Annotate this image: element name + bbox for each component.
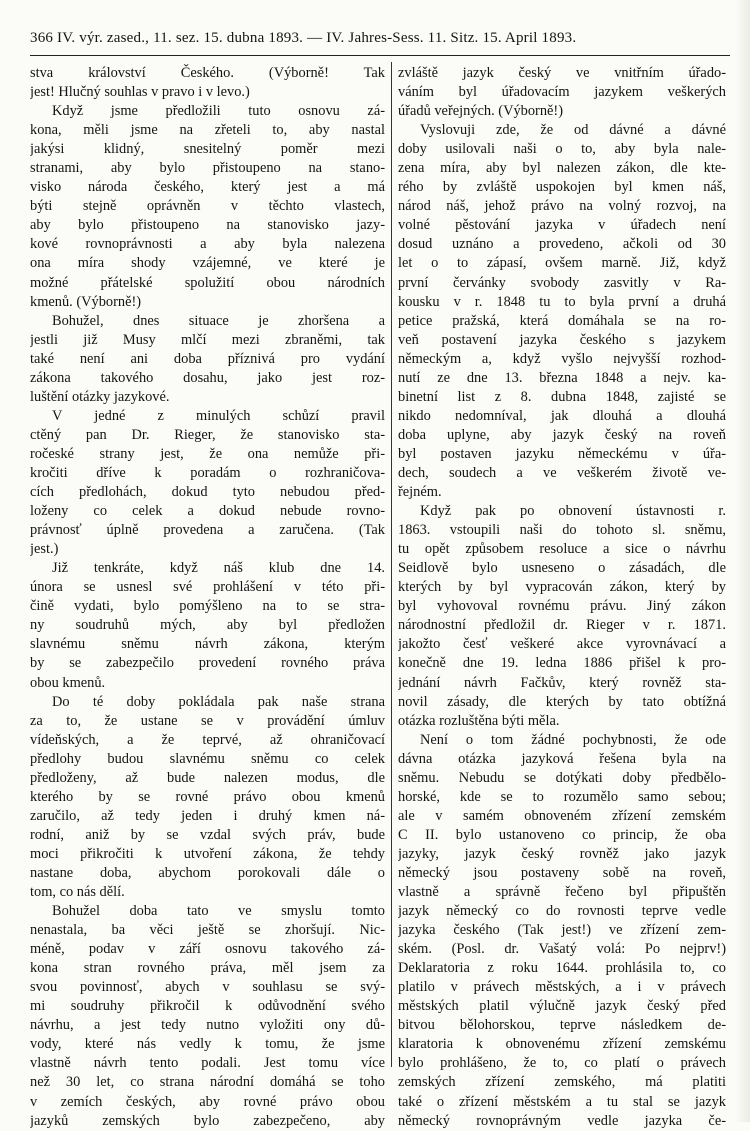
left-column-line: Bohužel doba tato ve smyslu tomto (52, 903, 385, 920)
left-column-line: kmenů. (Výborně!) (30, 293, 142, 310)
left-column-line: právnosť úplně provedena a zaručena. (Tak (30, 522, 385, 539)
right-column-line: Není o tom žádné pochybnosti, že ode (420, 731, 726, 748)
left-column-line: Do té doby pokládala pak naše strana (52, 693, 385, 710)
left-column-line: kona stran rovného práva, měl jsem za (30, 960, 385, 977)
left-column-line: luštění otázky jazykové. (30, 388, 170, 405)
right-column-line: zvláště jazyk český ve vnitřním úřado- (398, 65, 726, 81)
left-column-line: nenastala, ba věci ještě se zhoršují. Nic- (30, 922, 385, 939)
right-column-line: německý rovnoprávným vedle jazyka če- (398, 1112, 726, 1129)
right-column-line: binetní list z 8. dubna 1848, zajisté se (398, 388, 726, 405)
left-column-line: zákona takového dosahu, jako jest roz- (30, 369, 385, 386)
right-column-line: Deklaratoria z roku 1644. prohlásila to, co (398, 960, 726, 977)
page-edge-shadow (735, 0, 750, 1122)
left-column (30, 64, 385, 1131)
left-column-line: kterého by se rovné právo obou kmenů (30, 788, 385, 805)
left-column-line: mi soudruhy přikročil k odůvodnění svého (30, 998, 385, 1015)
left-column-line: kona, měli jsme na zřeteli to, aby nastal (30, 122, 385, 139)
left-column-line: moci přikročiti k utvoření zákona, že tehdy (30, 845, 385, 862)
right-column-line: ale v samém obnoveném zřízení zemském (398, 807, 726, 824)
right-column-line: volné pěstování jazyka v úřadech není (398, 217, 726, 234)
left-column-line: jest.) (30, 541, 59, 558)
left-column-line: února se usnesl své prohlášení v této při- (30, 579, 385, 596)
right-column-line: dech, soudech a ve veškerém životě ve- (398, 464, 726, 481)
right-column-line: národnostní předložil dr. Rieger v r. 1871. (398, 617, 726, 634)
right-column-line: novil zásady, dle kterých by tato obtížná (398, 693, 726, 710)
left-column-line: V jedné z minulých schůzí pravil (52, 407, 385, 424)
left-column-line: návrhu, a jest tedy nutno vyložiti ony dů- (30, 1017, 385, 1034)
right-column-line: nikdo nedomníval, jak dlouhá a dlouhá (398, 407, 726, 424)
right-column-line: bylo prohlášeno, že to, co platí o právech (398, 1055, 726, 1072)
left-column-line: čině vydati, bylo pomýšleno na to se stra- (30, 598, 385, 615)
left-column-line: méně, podav v září osnovu takového zá- (30, 941, 385, 958)
left-column-line: než 30 let, co strana národní domáhá se toho (30, 1074, 385, 1091)
left-column-line: ctěný pan Dr. Rieger, že stanovisko sta- (30, 426, 385, 443)
left-column-line: ny soudruhů mých, aby byl předložen (30, 617, 385, 634)
left-column-line: svou povinnosť, abych v souhlasu se svý- (30, 979, 385, 996)
header-rule (30, 55, 730, 56)
left-column-line: předlohy budou slavnému sněmu co celek (30, 750, 385, 767)
right-column-line: horské, kde se to rozumělo samo sebou; (398, 788, 726, 805)
left-column-line: tom, co nás dělí. (30, 884, 125, 901)
left-column-line: nastane doba, abychom porokovali dále o (30, 864, 385, 881)
right-column-line: let o to zápasí, ovšem marně. Již, když (398, 255, 726, 272)
right-column-line: německý jsou postaveny sobě na roveň, (398, 864, 726, 881)
right-column-line: sněmu. Nebudu se dotýkati doby předbělo- (398, 769, 726, 786)
right-column-line: petice pražská, která domáhala se na ro- (398, 312, 726, 329)
left-column-line: by se zabezpečilo provedení rovného práva (30, 655, 385, 672)
left-column-line: aby bylo přistoupeno na stanovisko jazy- (30, 217, 385, 234)
right-column-line: jakožto česť veškeré akce vyrovnávací a (398, 636, 726, 653)
left-column-line: stranami, aby bylo přistoupeno na stano- (30, 160, 385, 177)
right-column-line: Vyslovuji zde, že od dávné a dávné (420, 122, 726, 139)
right-column (398, 64, 726, 1131)
right-column-line: Seidlově bylo usneseno o zásadách, dle (398, 560, 726, 577)
left-column-line: Když jsme předložili tuto osnovu zá- (52, 103, 385, 120)
right-column-line: konečně dne 19. ledna 1886 přišel k pro- (398, 655, 726, 672)
right-column-line: doba uplyne, aby jazyk český na roveň (398, 426, 726, 443)
right-column-line: jazyk německý co do rovnosti teprve vedle (398, 903, 726, 920)
right-column-line: jazyky, jazyk český rovněž jako jazyk (398, 845, 726, 862)
right-column-line: kterých by byl vypracován zákon, který by (398, 579, 726, 596)
right-column-line: byl postaven jazyku německému v úřa- (398, 445, 726, 462)
page-header: 366 IV. výr. zased., 11. sez. 15. dubna 1893. — IV. Jahres-Sess. 11. Sitz. 15. April 1893. (30, 30, 577, 46)
left-column-line: Bohužel, dnes situace je zhoršena a (52, 312, 385, 329)
left-column-line: býti stejně oprávněn v těchto vlastech, (30, 198, 385, 215)
right-column-line: byl vyhovoval rovnému právu. Jiný zákon (398, 598, 726, 615)
right-column-line: řejném. (398, 484, 442, 501)
left-column-line: ona míra shody vzájemné, ve které je (30, 255, 385, 272)
left-column-line: obou kmenů. (30, 674, 106, 691)
right-column-line: zena míra, aby byl nalezen zákon, dle kte- (398, 160, 726, 177)
right-column-line: jazyka českého (Tak jest!) ve zřízení zem- (398, 922, 726, 939)
right-column-line: německým a, když vyšlo nejvyšší rozhod- (398, 350, 726, 367)
right-column-line: vlastně a správně řečeno byl připuštěn (398, 884, 726, 901)
right-column-line: nutí ze dne 13. března 1848 a nejv. ka- (398, 369, 726, 386)
left-column-line: jazyků zemských bylo zabezpečeno, aby (30, 1112, 385, 1129)
left-column-line: předloženy, až bude nalezen modus, dle (30, 769, 385, 786)
left-column-line: stva království Českého. (Výborně! Tak (30, 65, 385, 81)
right-column-line: dávna otázka jazyková řešena byla na (398, 750, 726, 767)
right-column-line: kousku v r. 1848 tu to byla první a druhá (398, 293, 726, 310)
right-column-line: veň postavení jazyka českého s jazykem (398, 331, 726, 348)
right-column-line: národ náš, jehož právo na volný rozvoj, na (398, 198, 726, 215)
right-column-line: klaratoria k obnovenému zřízení zemskému (398, 1036, 726, 1053)
left-column-line: rodní, aniž by se vzdal svých práv, bude (30, 826, 385, 843)
right-column-line: zemských zřízení zemského, má platiti (398, 1074, 726, 1091)
left-column-line: také není ani doba příznivá pro vydání (30, 350, 385, 367)
right-column-line: doby usilovali naši o to, aby byla nale- (398, 141, 726, 158)
right-column-line: 1863. vstoupili naši do tohoto sl. sněmu, (398, 522, 726, 539)
right-column-line: úřadů veřejných. (Výborně!) (398, 103, 564, 120)
left-column-line: vídeňských, a že teprvé, až ohraničovací (30, 731, 385, 748)
right-column-line: Když pak po obnovení ústavnosti r. (420, 503, 726, 520)
right-column-line: městských platil výlučně jazyk český před (398, 998, 726, 1015)
right-column-line: jednání návrh Fačkův, který rovněž sta- (398, 674, 726, 691)
right-column-line: také o zřízení městském a tu stal se jazyk (398, 1093, 726, 1110)
left-column-line: slavnému sněmu návrh zákona, kterým (30, 636, 385, 653)
left-column-line: jest! Hlučný souhlas v pravo i v levo.) (30, 84, 250, 101)
left-column-line: možné přátelské spolužití obou národních (30, 274, 385, 291)
left-column-line: v zemích českých, aby rovné právo obou (30, 1093, 385, 1110)
left-column-line: visko národa českého, který jest a má (30, 179, 385, 196)
left-column-line: jakýsi klidný, snesitelný poměr mezi (30, 141, 385, 158)
left-column-line: kročiti dříve k poradám o rozhraničova- (30, 464, 385, 481)
left-column-line: jestli již Musy mlčí mezi zbraněmi, tak (30, 331, 385, 348)
left-column-line: zaručilo, až tedy jeden i druhý kmen ná- (30, 807, 385, 824)
left-column-line: cích předlohách, dokud tyto nebudou před- (30, 484, 385, 501)
right-column-line: ském. (Posl. dr. Vašatý volá: Po nejprv!) (398, 941, 726, 958)
left-column-line: Již tenkráte, když náš klub dne 14. (52, 560, 385, 577)
right-column-line: váním byl úřadovacím jazykem veškerých (398, 84, 726, 101)
right-column-line: otázka rozluštěna býti měla. (398, 712, 560, 729)
left-column-line: kové rovnoprávnosti a aby byla nalezena (30, 236, 385, 253)
right-column-line: tu opět způsobem resoluce a sice o návrhu (398, 541, 726, 558)
right-column-line: první červánky svobody zasvitly v Ra- (398, 274, 726, 291)
left-column-line: za to, že ustane se v provádění úmluv (30, 712, 385, 729)
left-column-line: loženy co celek a dokud nebude rovno- (30, 503, 385, 520)
left-column-line: ročeské strany jest, že ona nemůže při- (30, 445, 385, 462)
left-column-line: vody, které nás vedly k tomu, že jsme (30, 1036, 385, 1053)
right-column-line: bitvou bělohorskou, teprve následkem de- (398, 1017, 726, 1034)
right-column-line: C II. bylo ustanoveno co princip, že oba (398, 826, 726, 843)
right-column-line: dosud uznáno a provedeno, ačkoli od 30 (398, 236, 726, 253)
right-column-line: rého by zvláště uspokojen byl kmen náš, (398, 179, 726, 196)
right-column-line: platilo v právech městských, a i v právech (398, 979, 726, 996)
column-divider (391, 62, 392, 1067)
left-column-line: vlastně návrh tento podali. Jest tomu více (30, 1055, 385, 1072)
